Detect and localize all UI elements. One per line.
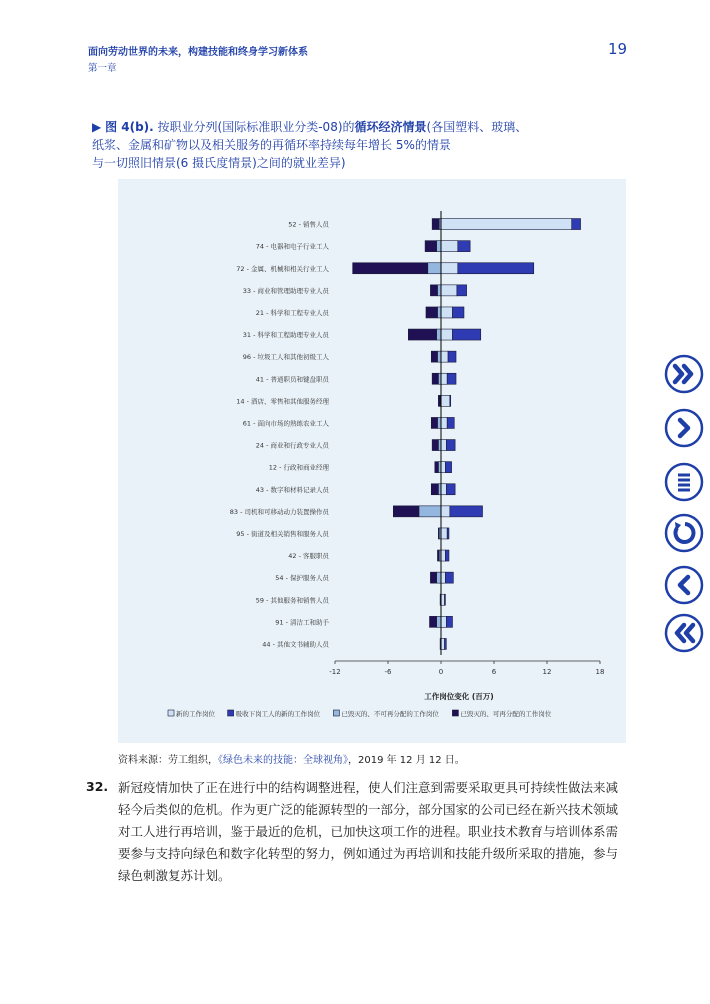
category-label: 74 - 电器和电子行业工人 (255, 242, 329, 251)
bar-segment (432, 440, 438, 451)
legend-swatch (168, 710, 174, 716)
source-suffix: ，2019 年 12 月 12 日。 (348, 755, 465, 766)
bar-segment (393, 506, 419, 517)
category-label: 24 - 商业和行政专业人员 (255, 441, 329, 450)
legend-label: 已毁灭的、不可再分配的工作岗位 (341, 710, 439, 718)
bar-segment (447, 417, 454, 428)
running-header-chapter: 第一章 (88, 63, 117, 74)
category-label: 83 - 司机和可移动动力装置操作员 (229, 507, 329, 516)
bar-segment (445, 594, 446, 605)
bar-segment (445, 572, 453, 583)
double-chevron-left-icon (666, 615, 702, 651)
bar-segment (438, 528, 439, 539)
x-tick-label: 12 (542, 668, 552, 676)
category-label: 91 - 清洁工和助手 (275, 618, 329, 627)
bar-segment (425, 241, 436, 252)
category-label: 21 - 科学和工程专业人员 (255, 308, 329, 317)
bar-segment (441, 219, 572, 230)
bar-segment (430, 285, 437, 296)
caption-line3: 与一切照旧情景(6 摄氏度情景)之间的就业差异) (92, 156, 346, 170)
bar-segment (450, 506, 483, 517)
caption-line1-b: (各国塑料、玻璃、 (426, 120, 528, 134)
bar-segment (437, 241, 441, 252)
bar-segment (441, 594, 445, 605)
contents-button[interactable] (664, 462, 704, 502)
refresh-icon (666, 515, 702, 551)
bar-segment (437, 417, 441, 428)
category-label: 44 - 其他文书辅助人员 (262, 640, 329, 649)
bar-segment (431, 484, 438, 495)
bar-segment (441, 638, 445, 649)
bar-segment (448, 351, 456, 362)
bar-segment (441, 550, 445, 561)
bar-segment (446, 484, 455, 495)
figure-label: 图 4(b). (105, 120, 154, 134)
bar-segment (445, 462, 451, 473)
bar-segment (437, 351, 441, 362)
bar-segment (441, 329, 452, 340)
paragraph-text: 新冠疫情加快了正在进行中的结构调整进程，使人们注意到需要采取更具可持续性做法来减轻今后类似的危机。作为更广泛的能源转型的一部分，部分国家的公司已经在新兴技术领域对工人进行再培训，鉴于最近的危机，已加快这项工作的进程。职业技术教育与培训体系需要参与支持向绿色和数字化转型的努力，例如通过为再培训和技能升级所采取的措施，参与绿色刺激复苏计划。 (118, 780, 619, 883)
bar-segment (572, 219, 581, 230)
category-label: 33 - 商业和管理助理专业人员 (242, 286, 329, 295)
x-tick-label: -12 (329, 668, 341, 676)
legend-swatch (452, 710, 458, 716)
bar-segment (353, 263, 428, 274)
bar-segment (437, 572, 441, 583)
bar-segment (441, 373, 447, 384)
double-chevron-right-icon (666, 356, 702, 392)
bar-segment (430, 572, 436, 583)
bar-segment (445, 638, 447, 649)
bar-segment (441, 351, 448, 362)
bar-segment (445, 550, 449, 561)
x-tick-label: 6 (491, 668, 497, 676)
bar-segment (437, 285, 441, 296)
source-note (118, 751, 465, 766)
bar-segment (441, 506, 450, 517)
bar-segment (457, 285, 467, 296)
bar-segment (450, 395, 451, 406)
legend-label: 吸收下岗工人的新的工作岗位 (235, 710, 321, 718)
bar-segment (438, 395, 440, 406)
legend-label: 新的工作岗位 (176, 710, 215, 718)
category-label: 12 - 行政和商业经理 (268, 463, 329, 472)
chevron-right-icon (666, 410, 702, 446)
bar-segment (437, 616, 441, 627)
previous-button[interactable] (664, 565, 704, 605)
bar-segment (441, 307, 452, 318)
list-icon (666, 464, 702, 500)
source-title-link[interactable]: 《绿色未来的技能：全球视角》 (218, 755, 348, 766)
legend-label: 已毁灭的、可再分配的工作岗位 (460, 710, 552, 718)
refresh-button[interactable] (664, 513, 704, 553)
bar-segment (419, 506, 441, 517)
bar-segment (446, 616, 452, 627)
x-tick-label: -6 (384, 668, 392, 676)
caption-line2: 纸浆、金属和矿物以及相关服务的再循环率持续每年增长 5%的情景 (92, 138, 451, 152)
category-label: 96 - 垃圾工人和其他初级工人 (242, 353, 329, 362)
category-label: 95 - 街道及相关销售和服务人员 (236, 529, 329, 538)
bar-segment (426, 307, 437, 318)
category-label: 14 - 酒店、零售和其他服务经理 (236, 397, 329, 406)
category-label: 72 - 金属、机械和相关行业工人 (236, 264, 329, 273)
figure-caption (92, 118, 562, 172)
bar-segment (441, 263, 458, 274)
bar-segment (441, 395, 450, 406)
bar-segment (441, 285, 457, 296)
category-label: 59 - 其他服务和销售人员 (255, 596, 329, 605)
rewind-button[interactable] (664, 613, 704, 653)
bar-segment (430, 616, 437, 627)
x-axis-label: 工作岗位变化 (百万) (424, 692, 494, 701)
bar-segment (441, 484, 446, 495)
category-label: 41 - 普通职员和键盘职员 (255, 375, 329, 384)
page-number: 19 (608, 40, 628, 58)
x-tick-label: 18 (595, 668, 605, 676)
stacked-bar-chart (118, 179, 626, 743)
bar-segment (458, 263, 534, 274)
bar-segment (458, 241, 470, 252)
bar-segment (441, 616, 446, 627)
category-label: 42 - 客服职员 (288, 552, 329, 561)
running-header-title: 面向劳动世界的未来，构建技能和终身学习新体系 (88, 47, 308, 58)
bar-segment (408, 329, 436, 340)
bar-segment (447, 528, 449, 539)
category-label: 43 - 数字和材料记录人员 (255, 485, 329, 494)
bar-segment (437, 550, 439, 561)
bar-segment (432, 373, 438, 384)
x-tick-label: 0 (438, 668, 444, 676)
bar-segment (441, 417, 447, 428)
bar-segment (452, 329, 480, 340)
chevron-left-icon (666, 567, 702, 603)
category-label: 31 - 科学和工程助理专业人员 (242, 331, 329, 340)
caption-marker-icon: ▶ (92, 120, 102, 134)
next-button[interactable] (664, 408, 704, 448)
bar-segment (437, 307, 441, 318)
bar-segment (452, 307, 463, 318)
bar-segment (441, 440, 446, 451)
bar-segment (446, 440, 455, 451)
legend-swatch (333, 710, 339, 716)
bar-segment (441, 241, 458, 252)
caption-line1-a: 按职业分列(国际标准职业分类-08)的 (157, 120, 355, 134)
category-label: 52 - 销售人员 (288, 220, 329, 229)
bar-segment (441, 462, 445, 473)
bar-segment (431, 417, 437, 428)
paragraph-number: 32. (86, 779, 109, 794)
chart-panel (118, 179, 626, 743)
bar-segment (428, 263, 441, 274)
bar-segment (437, 329, 441, 340)
category-label: 61 - 面向市场的熟练农业工人 (242, 419, 329, 428)
bar-segment (441, 572, 445, 583)
source-prefix: 资料来源：劳工组织， (118, 755, 218, 766)
fast-forward-button[interactable] (664, 354, 704, 394)
bar-segment (435, 462, 439, 473)
category-label: 54 - 保护服务人员 (275, 574, 329, 583)
bar-segment (447, 373, 456, 384)
caption-line1-bold: 循环经济情景 (354, 120, 427, 134)
bar-segment (441, 528, 447, 539)
bar-segment (432, 219, 439, 230)
legend-swatch (228, 710, 234, 716)
bar-segment (431, 351, 437, 362)
